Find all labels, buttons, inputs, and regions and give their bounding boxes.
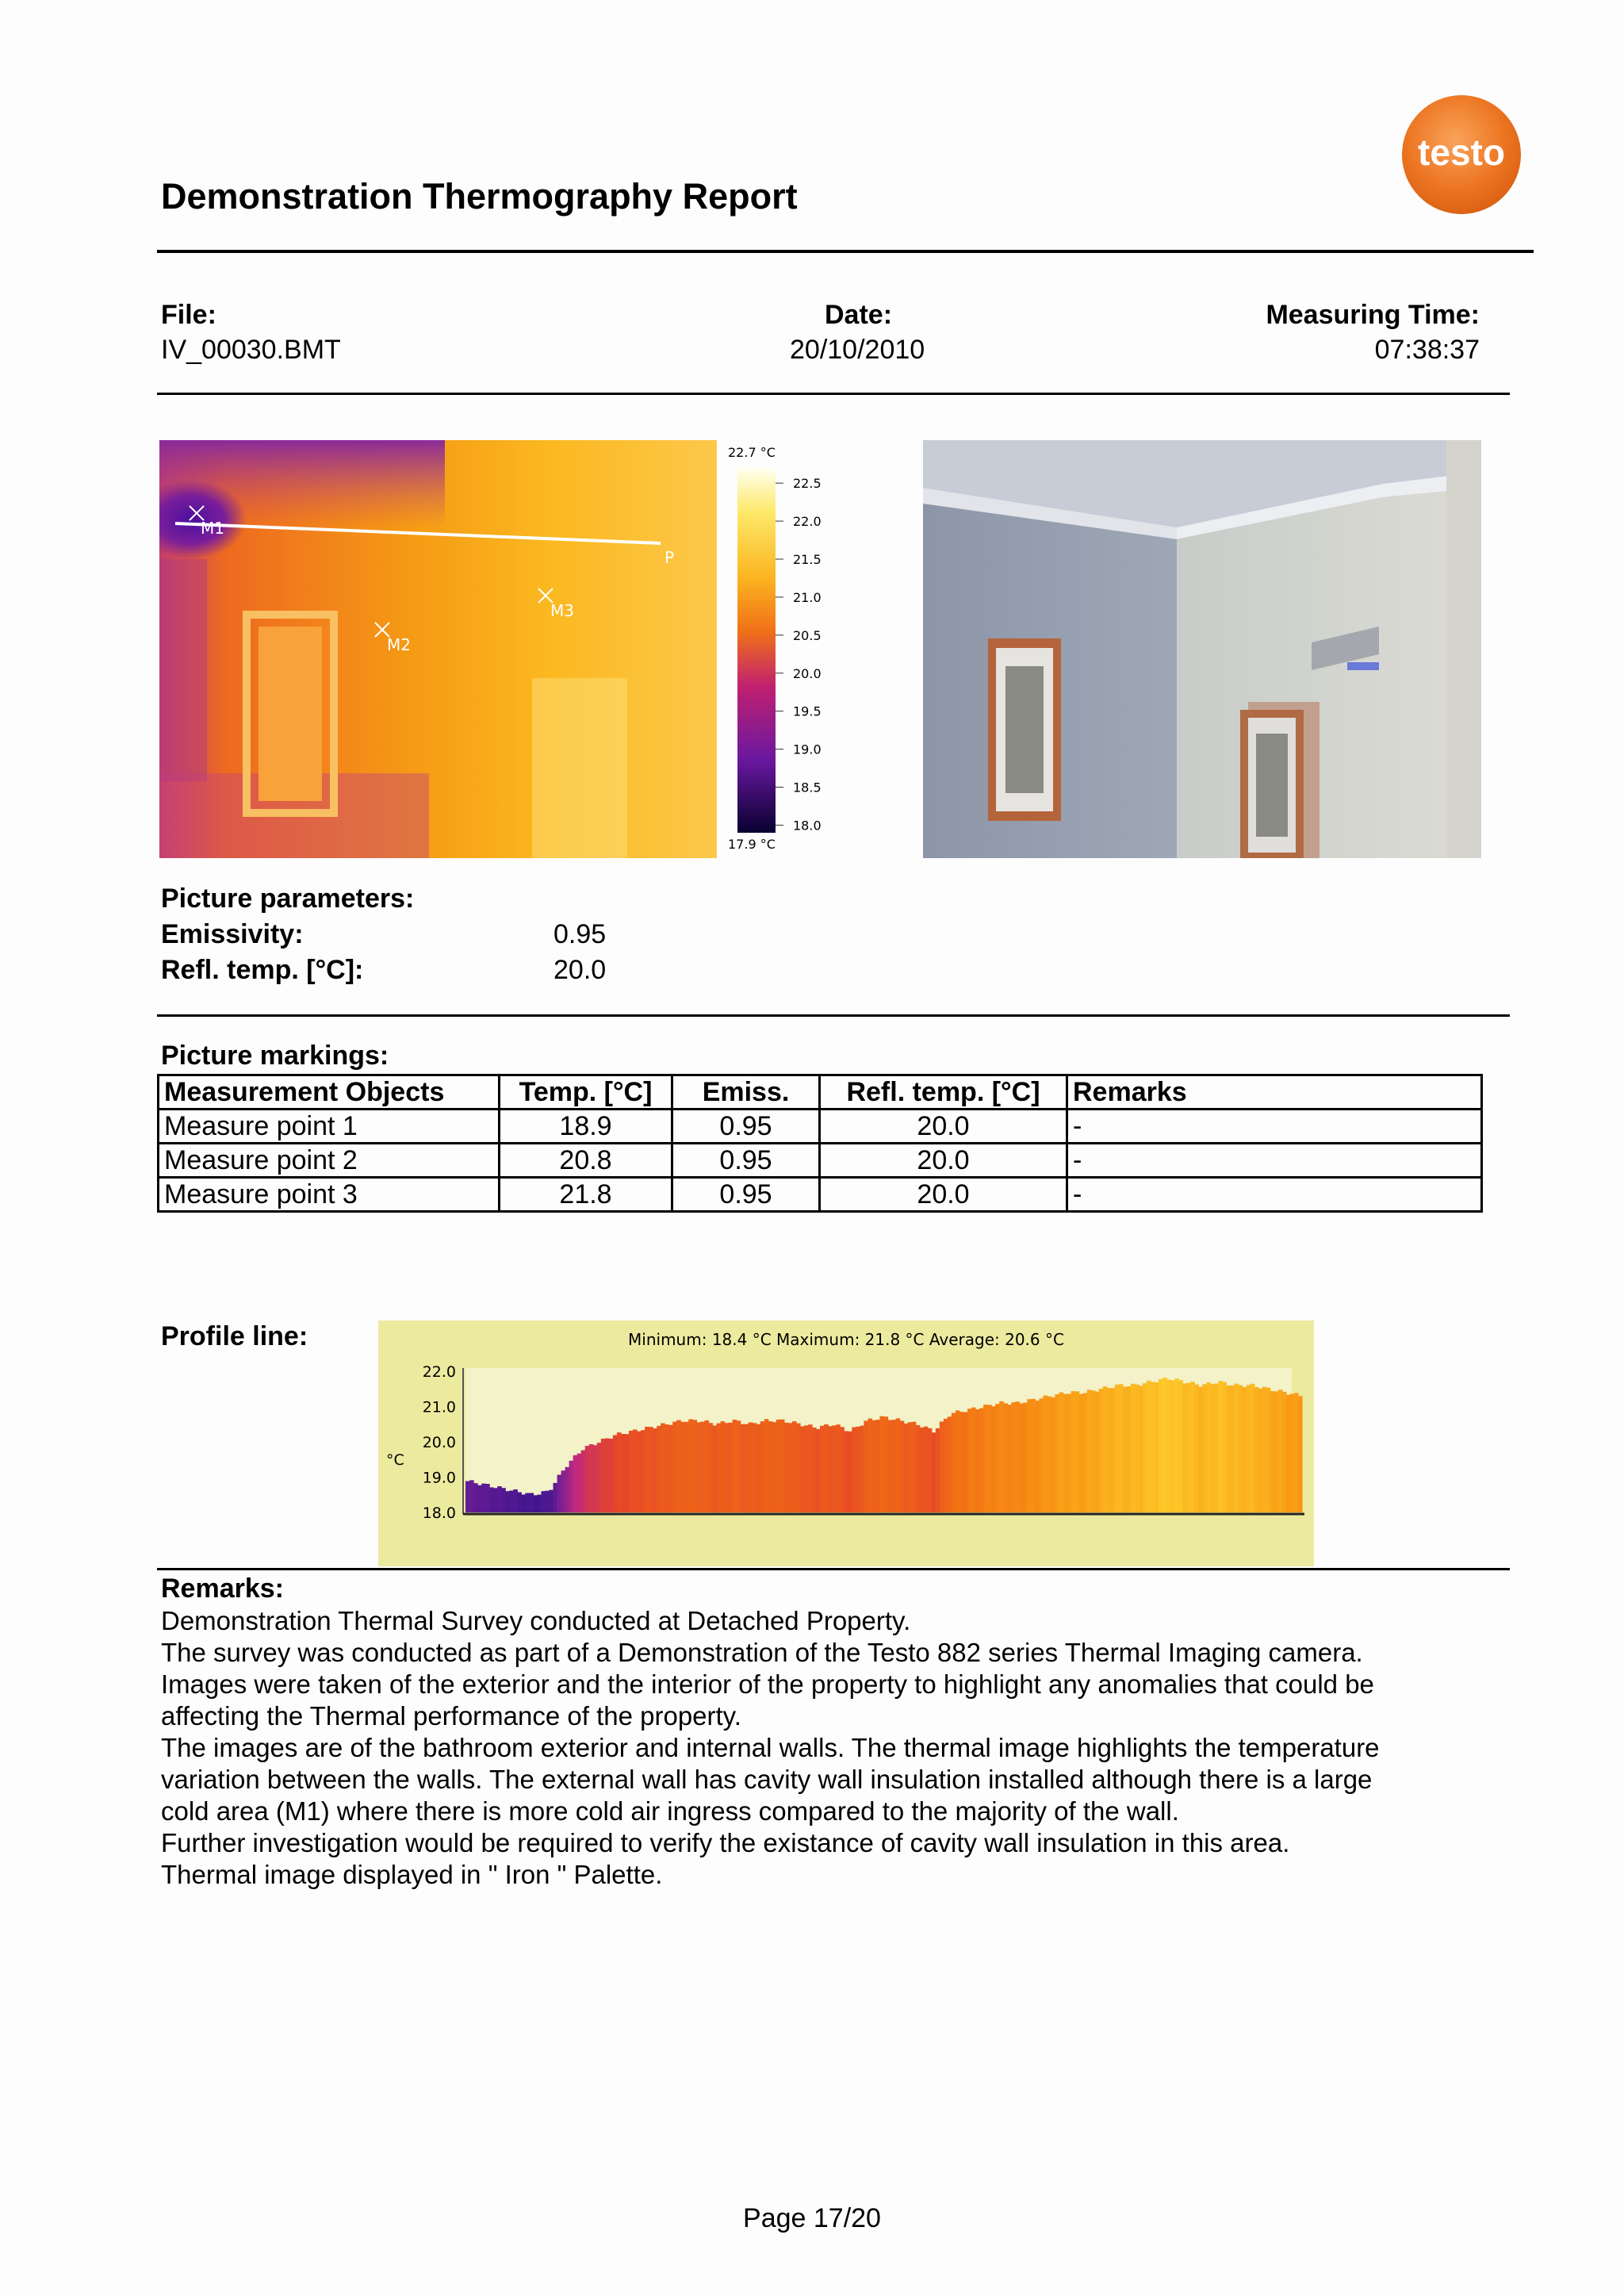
scale-tick-label: 18.5: [793, 780, 822, 795]
emissivity-label: Emissivity:: [161, 919, 304, 949]
profile-bar: [1071, 1391, 1076, 1512]
profile-bar: [967, 1409, 972, 1512]
profile-bar: [1003, 1403, 1008, 1512]
profile-bar: [979, 1409, 984, 1512]
profile-bar: [868, 1419, 872, 1512]
profile-bar: [756, 1424, 761, 1512]
profile-bar: [936, 1428, 940, 1512]
table-cell: 20.0: [820, 1144, 1067, 1178]
profile-bar: [784, 1423, 789, 1512]
profile-bar: [1227, 1386, 1231, 1512]
profile-bar: [944, 1419, 948, 1512]
profile-bar: [700, 1422, 705, 1512]
remarks-line: variation between the walls. The external wall has cavity wall insulation installed although there is a large: [161, 1765, 1373, 1794]
scale-tick-label: 19.5: [793, 703, 822, 719]
refl-temp-label: Refl. temp. [°C]:: [161, 955, 364, 985]
profile-bar: [1091, 1390, 1096, 1512]
profile-bar: [637, 1432, 642, 1512]
profile-bar: [1223, 1382, 1228, 1512]
profile-y-tick: 19.0: [422, 1469, 456, 1487]
remarks-line: The images are of the bathroom exterior and internal walls. The thermal image highlights the temperature: [161, 1733, 1380, 1762]
profile-bar: [725, 1423, 730, 1512]
profile-bar: [764, 1419, 769, 1512]
profile-bar: [780, 1420, 785, 1512]
profile-bar: [844, 1431, 848, 1512]
profile-bar: [1235, 1384, 1239, 1512]
date-label: Date:: [825, 300, 893, 330]
profile-bar: [745, 1424, 749, 1512]
profile-bar: [1166, 1380, 1171, 1512]
profile-bar: [1131, 1384, 1136, 1512]
profile-bar: [904, 1424, 909, 1512]
profile-bar: [653, 1428, 657, 1512]
profile-bar: [613, 1435, 618, 1512]
table-cell: 0.95: [672, 1110, 820, 1144]
profile-bar: [888, 1420, 893, 1512]
profile-bar: [1159, 1379, 1163, 1512]
profile-bar: [1103, 1386, 1108, 1512]
profile-bar: [1111, 1388, 1116, 1512]
profile-bar: [788, 1423, 793, 1512]
profile-y-tick: 22.0: [422, 1363, 456, 1381]
profile-bar: [800, 1426, 805, 1512]
profile-bar: [1262, 1387, 1267, 1512]
profile-bar: [1055, 1394, 1060, 1512]
profile-bar: [481, 1484, 486, 1512]
profile-bar: [900, 1420, 905, 1512]
profile-bar: [1051, 1397, 1056, 1512]
profile-bar: [1099, 1389, 1104, 1512]
table-cell: -: [1067, 1178, 1482, 1212]
picture-parameters-heading: Picture parameters:: [161, 884, 415, 914]
profile-bar: [672, 1422, 677, 1512]
profile-bar: [581, 1451, 586, 1512]
profile-bar: [1294, 1393, 1299, 1512]
profile-bar: [573, 1455, 578, 1512]
profile-bar: [840, 1427, 845, 1512]
profile-bar: [1059, 1392, 1064, 1512]
remarks-line: The survey was conducted as part of a Demonstration of the Testo 882 series Thermal Imaging camera.: [161, 1638, 1363, 1667]
profile-bar: [1039, 1398, 1044, 1512]
measuring-time-label: Measuring Time:: [1266, 300, 1480, 330]
table-cell: 20.8: [500, 1144, 672, 1178]
profile-bar: [987, 1405, 992, 1512]
profile-bar: [1186, 1383, 1191, 1512]
profile-bar: [971, 1408, 976, 1512]
profile-bar: [561, 1470, 566, 1512]
table-cell: Measure point 3: [159, 1178, 500, 1212]
profile-bar: [975, 1409, 980, 1512]
profile-bar: [465, 1481, 470, 1512]
profile-bar: [879, 1416, 884, 1512]
remarks-line: affecting the Thermal performance of the property.: [161, 1701, 741, 1731]
profile-bar: [995, 1404, 1000, 1512]
profile-bar: [959, 1412, 964, 1512]
profile-bar: [832, 1425, 837, 1512]
testo-logo: [1386, 79, 1537, 230]
logo-text: testo: [1418, 132, 1505, 173]
profile-bar: [860, 1426, 864, 1512]
profile-bar: [565, 1467, 570, 1512]
visual-photo: [923, 440, 1481, 858]
profile-bar: [1079, 1394, 1084, 1512]
profile-bar: [485, 1484, 490, 1512]
profile-bar: [1151, 1382, 1155, 1512]
profile-bar: [668, 1425, 673, 1512]
profile-bar: [749, 1422, 753, 1512]
column-header: Refl. temp. [°C]: [820, 1075, 1067, 1110]
marker-p: P: [665, 548, 675, 567]
profile-bar: [1266, 1388, 1271, 1512]
profile-bar: [708, 1423, 713, 1512]
profile-bar: [621, 1434, 626, 1512]
profile-bar: [721, 1421, 726, 1512]
profile-bar: [892, 1420, 897, 1512]
measuring-time-value: 07:38:37: [1374, 335, 1480, 365]
table-row: [159, 1144, 1482, 1178]
marker-m2: M2: [387, 635, 411, 654]
profile-bar: [1063, 1394, 1068, 1512]
profile-bar: [1127, 1386, 1132, 1512]
profile-bar: [1247, 1385, 1251, 1512]
profile-bar: [848, 1432, 852, 1512]
profile-bar: [712, 1425, 717, 1512]
profile-bar: [545, 1491, 550, 1512]
page-title: Demonstration Thermography Report: [161, 176, 798, 217]
profile-bar: [776, 1420, 781, 1512]
column-header: Measurement Objects: [159, 1075, 500, 1110]
remarks-line: Thermal image displayed in " Iron " Palette.: [161, 1860, 663, 1889]
column-header: Remarks: [1067, 1075, 1482, 1110]
profile-bar: [912, 1422, 917, 1512]
marker-m1: M1: [201, 519, 224, 538]
profile-bar: [924, 1427, 929, 1512]
profile-bar: [657, 1426, 661, 1512]
profile-bar: [792, 1421, 797, 1512]
thermal-image: [159, 440, 717, 858]
profile-bar: [641, 1430, 645, 1512]
profile-bar: [477, 1485, 482, 1512]
column-header: Temp. [°C]: [500, 1075, 672, 1110]
profile-bar: [680, 1422, 685, 1512]
profile-bar: [1214, 1384, 1219, 1512]
profile-bar: [1219, 1381, 1224, 1512]
profile-bar: [541, 1491, 546, 1512]
scale-tick-label: 20.5: [793, 627, 822, 643]
table-header-row: [159, 1075, 1482, 1110]
profile-bar: [1083, 1393, 1088, 1512]
profile-bar: [852, 1428, 856, 1512]
profile-bar: [1119, 1384, 1124, 1512]
remarks-body: [161, 1605, 1509, 1891]
profile-bar: [816, 1429, 821, 1512]
table-cell: 20.0: [820, 1110, 1067, 1144]
profile-bar: [737, 1420, 741, 1512]
profile-bar: [1278, 1389, 1283, 1512]
profile-bar: [1107, 1388, 1112, 1512]
profile-bar: [609, 1439, 614, 1512]
profile-bar: [633, 1429, 638, 1512]
profile-bar: [741, 1424, 745, 1512]
refl-temp-value: 20.0: [553, 955, 607, 985]
profile-bar: [593, 1445, 598, 1512]
profile-bar: [597, 1443, 602, 1512]
profile-bar: [676, 1420, 681, 1512]
profile-bar: [1190, 1382, 1195, 1512]
scale-tick-label: 22.5: [793, 476, 822, 492]
profile-bar: [952, 1413, 956, 1512]
profile-bar: [645, 1427, 649, 1512]
scale-max: 22.7 °C: [728, 445, 776, 460]
profile-bar: [1254, 1387, 1259, 1512]
profile-bar: [1174, 1378, 1179, 1512]
column-header: Emiss.: [672, 1075, 820, 1110]
profile-bar: [1251, 1384, 1255, 1512]
remarks-line: Further investigation would be required to verify the existance of cavity wall insulation in this area.: [161, 1828, 1290, 1857]
profile-bar: [625, 1434, 630, 1512]
profile-bar: [1007, 1405, 1012, 1512]
profile-bar: [963, 1412, 968, 1512]
profile-line-heading: Profile line:: [161, 1321, 308, 1351]
profile-bar: [1135, 1385, 1139, 1512]
file-label: File:: [161, 300, 216, 330]
profile-bar: [589, 1444, 594, 1512]
scale-tick-label: 20.0: [793, 665, 822, 681]
profile-bar: [1206, 1382, 1211, 1512]
profile-y-unit: °C: [386, 1451, 404, 1469]
table-cell: -: [1067, 1144, 1482, 1178]
profile-bar: [808, 1424, 813, 1512]
profile-bar: [1011, 1402, 1016, 1512]
profile-bar: [948, 1416, 952, 1512]
profile-bar: [696, 1422, 701, 1512]
profile-bar: [1047, 1397, 1051, 1512]
profile-bar: [585, 1446, 590, 1512]
profile-bar: [1031, 1399, 1036, 1512]
profile-bar: [999, 1401, 1004, 1512]
profile-bar: [1162, 1378, 1167, 1512]
profile-bar: [688, 1419, 693, 1512]
profile-bar: [1274, 1391, 1279, 1512]
profile-bar: [605, 1439, 610, 1512]
profile-bar: [521, 1494, 526, 1512]
profile-bar: [1198, 1387, 1203, 1512]
profile-bar: [497, 1486, 502, 1512]
profile-bar: [932, 1432, 936, 1512]
profile-bar: [553, 1483, 558, 1512]
remarks-line: cold area (M1) where there is more cold air ingress compared to the majority of the wall.: [161, 1796, 1179, 1826]
profile-bar: [1178, 1380, 1183, 1512]
profile-bar: [1023, 1403, 1028, 1512]
profile-bar: [1243, 1387, 1247, 1512]
profile-bar: [1155, 1382, 1159, 1512]
profile-bar: [692, 1420, 697, 1512]
profile-bar: [629, 1431, 634, 1512]
profile-bar: [875, 1420, 880, 1512]
profile-bar: [1143, 1383, 1147, 1512]
scale-tick-label: 21.0: [793, 589, 822, 605]
table-cell: Measure point 1: [159, 1110, 500, 1144]
profile-bar: [1115, 1385, 1120, 1512]
profile-bar: [1027, 1399, 1032, 1512]
table-cell: 18.9: [500, 1110, 672, 1144]
profile-bar: [557, 1475, 562, 1512]
profile-bar: [513, 1489, 518, 1512]
profile-bar: [684, 1422, 689, 1512]
profile-bar: [505, 1491, 510, 1512]
profile-bar: [940, 1421, 944, 1512]
profile-bar: [760, 1421, 765, 1512]
profile-bar: [577, 1454, 582, 1512]
profile-bar: [991, 1406, 996, 1512]
file-value: IV_00030.BMT: [161, 335, 341, 365]
profile-bar: [1139, 1386, 1143, 1512]
profile-bar: [550, 1490, 554, 1512]
table-cell: Measure point 2: [159, 1144, 500, 1178]
profile-bar: [1258, 1389, 1263, 1512]
profile-bar: [1147, 1381, 1151, 1512]
profile-bar: [983, 1405, 988, 1512]
profile-bar: [896, 1418, 901, 1512]
profile-bar: [489, 1487, 494, 1512]
profile-bar: [856, 1427, 860, 1512]
profile-bar: [473, 1483, 478, 1512]
profile-bar: [1231, 1386, 1235, 1512]
remarks-line: Demonstration Thermal Survey conducted at Detached Property.: [161, 1606, 911, 1635]
profile-bar: [649, 1427, 653, 1512]
profile-bar: [1123, 1387, 1128, 1512]
table-cell: 0.95: [672, 1144, 820, 1178]
profile-y-tick: 20.0: [422, 1434, 456, 1451]
profile-bar: [1298, 1396, 1303, 1512]
profile-bar: [529, 1493, 534, 1512]
profile-bar: [1194, 1385, 1199, 1512]
profile-bar: [493, 1488, 498, 1512]
profile-bar: [824, 1424, 829, 1512]
profile-bar: [665, 1424, 669, 1512]
scale-min: 17.9 °C: [728, 837, 776, 852]
scale-tick-label: 18.0: [793, 818, 822, 834]
profile-y-tick: 21.0: [422, 1398, 456, 1416]
profile-bar: [601, 1439, 606, 1512]
profile-bar: [753, 1423, 757, 1512]
profile-bar: [525, 1493, 530, 1512]
table-row: [159, 1110, 1482, 1144]
profile-bar: [1290, 1393, 1295, 1512]
scale-tick-label: 22.0: [793, 514, 822, 530]
table-row: [159, 1178, 1482, 1212]
profile-bar: [1043, 1396, 1048, 1512]
table-cell: 21.8: [500, 1178, 672, 1212]
profile-bar: [537, 1495, 542, 1512]
remarks-heading: Remarks:: [161, 1573, 284, 1604]
profile-bar: [469, 1480, 474, 1512]
profile-bar: [920, 1428, 925, 1512]
profile-bar: [796, 1424, 801, 1512]
profile-bar: [812, 1428, 817, 1512]
profile-bar: [1282, 1392, 1287, 1512]
profile-bar: [1067, 1393, 1072, 1512]
marker-m3: M3: [550, 601, 574, 620]
profile-bar: [1286, 1395, 1291, 1512]
profile-bar: [1182, 1383, 1187, 1512]
profile-bar: [729, 1423, 733, 1512]
profile-bar: [733, 1420, 737, 1512]
profile-chart: [378, 1320, 1314, 1566]
profile-bar: [828, 1426, 833, 1512]
profile-bar: [884, 1416, 889, 1512]
profile-bar: [1075, 1391, 1080, 1512]
profile-bar: [1202, 1384, 1207, 1512]
table-cell: 20.0: [820, 1178, 1067, 1212]
profile-bar: [533, 1495, 538, 1512]
profile-bar: [1270, 1391, 1275, 1512]
profile-bar: [804, 1425, 809, 1512]
profile-bar: [509, 1490, 514, 1512]
profile-bar: [517, 1492, 522, 1512]
profile-bar: [1170, 1380, 1175, 1512]
profile-bar: [1210, 1384, 1215, 1512]
profile-bar: [1239, 1386, 1243, 1512]
profile-bar: [836, 1424, 841, 1512]
profile-bar: [617, 1432, 622, 1512]
profile-bar: [501, 1488, 506, 1512]
profile-bar: [768, 1421, 773, 1512]
profile-bar: [1019, 1403, 1024, 1512]
profile-bar: [772, 1422, 777, 1512]
profile-bar: [928, 1428, 933, 1512]
emissivity-value: 0.95: [553, 919, 607, 949]
profile-bar: [1015, 1401, 1020, 1512]
picture-markings-heading: Picture markings:: [161, 1041, 389, 1071]
scale-tick-label: 21.5: [793, 552, 822, 567]
table-cell: 0.95: [672, 1178, 820, 1212]
profile-bar: [717, 1424, 722, 1512]
scale-tick-label: 19.0: [793, 742, 822, 757]
remarks-line: Images were taken of the exterior and the interior of the property to highlight any anomalies that could be: [161, 1669, 1374, 1699]
profile-bar: [871, 1420, 876, 1512]
profile-bar: [1095, 1392, 1100, 1512]
table-cell: -: [1067, 1110, 1482, 1144]
profile-bar: [864, 1420, 868, 1512]
color-scale: [720, 440, 847, 858]
profile-bar: [956, 1410, 960, 1512]
profile-bar: [916, 1425, 921, 1512]
date-value: 20/10/2010: [790, 335, 925, 365]
profile-bar: [661, 1423, 665, 1512]
profile-bar: [569, 1461, 574, 1512]
profile-bar: [704, 1420, 709, 1512]
profile-y-tick: 18.0: [422, 1504, 456, 1522]
markings-table: [157, 1074, 1483, 1213]
profile-bar: [908, 1422, 913, 1512]
profile-bar: [820, 1426, 825, 1512]
profile-stats: Minimum: 18.4 °C Maximum: 21.8 °C Average: 20.6 °C: [628, 1330, 1064, 1349]
profile-bar: [1035, 1401, 1040, 1512]
profile-bar: [1087, 1389, 1092, 1512]
page-number: Page 17/20: [743, 2203, 881, 2233]
